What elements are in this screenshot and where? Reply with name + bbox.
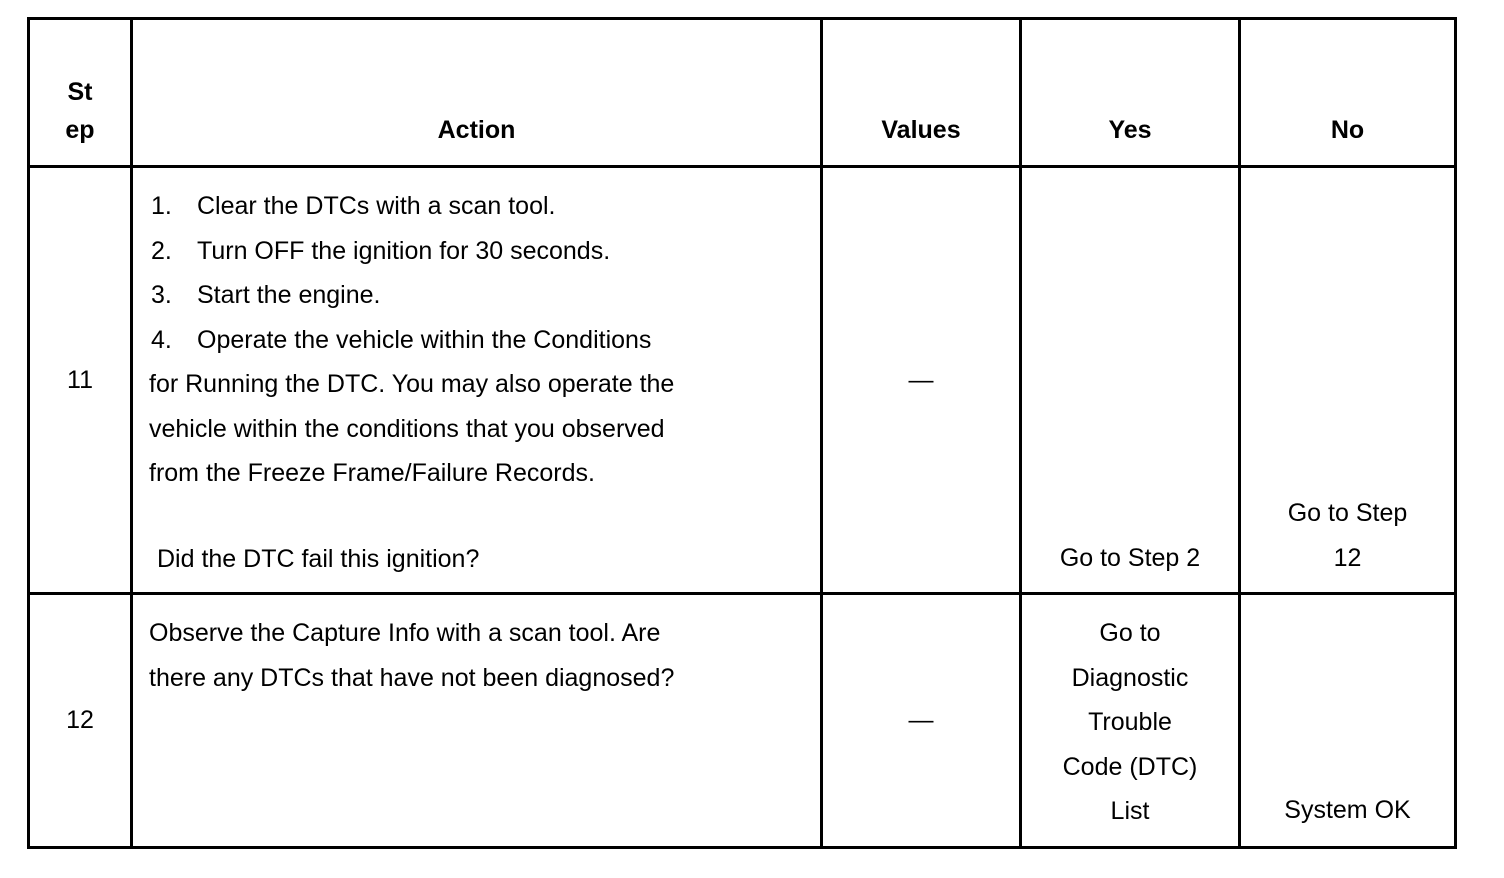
action-cell: [132, 594, 822, 848]
action-text-line: Observe the Capture Info with a scan tool. Are: [149, 619, 661, 647]
no-cell: [1240, 594, 1456, 848]
yes-result-line: Go to: [1099, 619, 1161, 647]
yes-cell: [1021, 167, 1240, 594]
values-cell: [822, 594, 1021, 848]
values-cell: [822, 167, 1021, 594]
action-step-item: [149, 184, 820, 229]
table-header-row: [29, 19, 1456, 167]
action-step-text: Clear the DTCs with a scan tool.: [197, 192, 556, 220]
diagnostic-table-container: [27, 17, 1457, 850]
yes-result-line: Trouble: [1088, 708, 1172, 736]
no-cell: [1240, 167, 1456, 594]
step-number: 11: [29, 167, 132, 594]
action-step-text: Turn OFF the ignition for 30 seconds.: [197, 236, 611, 265]
step-number: 12: [29, 594, 132, 848]
action-question: Did the DTC fail this ignition?: [157, 544, 480, 573]
yes-cell: [1021, 594, 1240, 848]
values-column-header: Values: [822, 19, 1021, 167]
yes-result: Go to Step 2: [1059, 543, 1201, 572]
action-step-item: [149, 229, 820, 274]
action-text-line: for Running the DTC. You may also operate the: [149, 370, 675, 398]
step-header-line1: St: [67, 78, 93, 106]
no-result-line: Go to Step: [1287, 499, 1408, 527]
values-dash: —: [908, 365, 934, 394]
table-row: [29, 594, 1456, 848]
action-step-number: 2.: [151, 236, 172, 265]
action-text-line: from the Freeze Frame/Failure Records.: [149, 459, 595, 487]
diagnostic-table: [27, 17, 1457, 849]
step-column-header: [29, 19, 132, 167]
yes-result-line: List: [1110, 797, 1150, 825]
yes-column-header: Yes: [1021, 19, 1240, 167]
action-step-number: 4.: [151, 325, 172, 354]
no-result-line: 12: [1333, 543, 1362, 572]
yes-result-line: Code (DTC): [1062, 752, 1198, 781]
action-text-line: there any DTCs that have not been diagnosed?: [149, 663, 675, 692]
action-step-item: [149, 318, 820, 363]
action-cell: [132, 167, 822, 594]
action-step-number: 3.: [151, 281, 172, 309]
step-header-line2: ep: [65, 116, 95, 144]
action-step-text: Start the engine.: [197, 281, 381, 309]
action-column-header: Action: [132, 19, 822, 167]
no-column-header: No: [1240, 19, 1456, 167]
yes-result-line: Diagnostic: [1071, 663, 1189, 692]
action-step-item: [149, 273, 820, 318]
table-row: [29, 167, 1456, 594]
values-dash: —: [908, 706, 934, 734]
action-step-number: 1.: [151, 192, 172, 220]
action-step-text: Operate the vehicle within the Conditions: [197, 325, 652, 354]
no-result: System OK: [1284, 795, 1411, 824]
action-text-line: vehicle within the conditions that you observed: [149, 414, 665, 443]
